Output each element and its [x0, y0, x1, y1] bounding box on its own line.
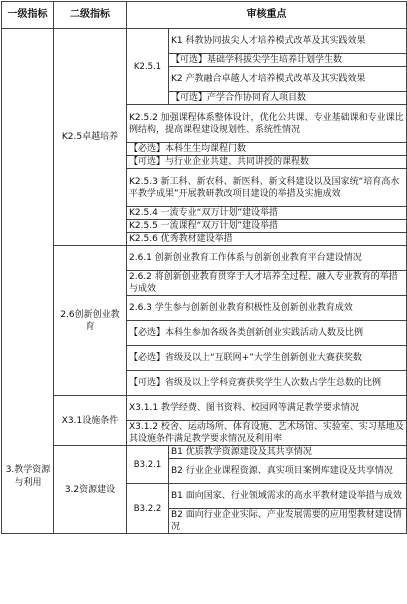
c26-item-3: 2.6.3 学生参与创新创业教育积极性及创新创业教育成效	[127, 296, 407, 321]
c26-item-6: 【可选】省级及以上学科竞赛获奖学生人次数占学生总数的比例	[127, 371, 407, 396]
audit-table	[1, 1, 407, 534]
k253-item: K2.5.3 新工科、新农科、新医科、新文科建设以及国家统“培育高水平教学成果”开展教研教改项目建设的举措及实施成效	[127, 169, 407, 207]
c26-item-1: 2.6.1 创新创业教育工作体系与创新创业教育平台建设情况	[127, 246, 407, 271]
level1-cell-2	[2, 29, 54, 534]
x31-item-2: X3.1.2 校舍、运动场所、体育设施、艺术场馆、实验室、实习基地及其设施条件满足教学要求情况及利用率	[127, 421, 407, 446]
level2-c26: 2.6创新创业教育	[54, 246, 127, 396]
c26-item-2: 2.6.2 将创新创业教育贯穿于人才培养全过程、融入专业教育的举措与成效	[127, 271, 407, 296]
b322-item-2: B2 面向行业企业实际、产业发展需要的应用型教材建设情况	[169, 509, 407, 534]
b321-code: B3.2.1	[127, 446, 169, 484]
k251-item-2: 【可选】基础学科拔尖学生培养计划学生数	[169, 54, 407, 67]
k251-item-3: K2 产教融合卓越人才培养模式改革及其实践效果	[169, 67, 407, 92]
k255-item: K2.5.5 一流课程“双万计划”建设举措	[127, 220, 407, 233]
k252-item-1: K2.5.2 加强课程体系整体设计，优化公共课、专业基础课和专业课比例结构，提高课程建设规划性、系统性情况	[127, 105, 407, 143]
c26-item-5: 【必选】省级及以上“互联网+”大学生创新创业大赛获奖数	[127, 346, 407, 371]
k252-item-2: 【必选】本科生生均课程门数	[127, 143, 407, 156]
level1-overlay	[2, 464, 54, 490]
c26-item-4: 【必选】本科生参加各级各类创新创业实践活动人数及比例	[127, 321, 407, 346]
k251-item-1: K1 科教协同拔尖人才培养模式改革及其实践效果	[169, 29, 407, 54]
x31-item-1: X3.1.1 教学经费、图书资料、校园网等满足教学要求情况	[127, 396, 407, 421]
header-level1: 一级指标	[2, 2, 54, 29]
level2-c32: 3.2资源建设	[54, 446, 127, 534]
level2-k25: K2.5卓越培养	[54, 29, 127, 246]
header-row	[2, 2, 407, 29]
b322-code: B3.2.2	[127, 484, 169, 534]
b321-item-1: B1 优质教学资源建设及其共享情况	[169, 446, 407, 459]
b321-item-2: B2 行业企业课程资源、真实项目案例库建设及共享情况	[169, 459, 407, 484]
b322-item-1: B1 面向国家、行业领域需求的高水平教材建设举措与成效	[169, 484, 407, 509]
k251-item-4: 【可选】产学合作协同育人项目数	[169, 92, 407, 105]
k251-code: K2.5.1	[127, 29, 169, 105]
header-level2: 二级指标	[54, 2, 127, 29]
level1-label-3: 3.教学资源与利用	[5, 465, 51, 488]
header-audit-focus: 审核重点	[127, 2, 407, 29]
k252-item-3: 【可选】与行业企业共建、共同讲授的课程数	[127, 156, 407, 169]
k256-item: K2.5.6 优秀教材建设举措	[127, 233, 407, 246]
k254-item: K2.5.4 一流专业“双万计划”建设举措	[127, 207, 407, 220]
level2-x31: X3.1设施条件	[54, 396, 127, 446]
